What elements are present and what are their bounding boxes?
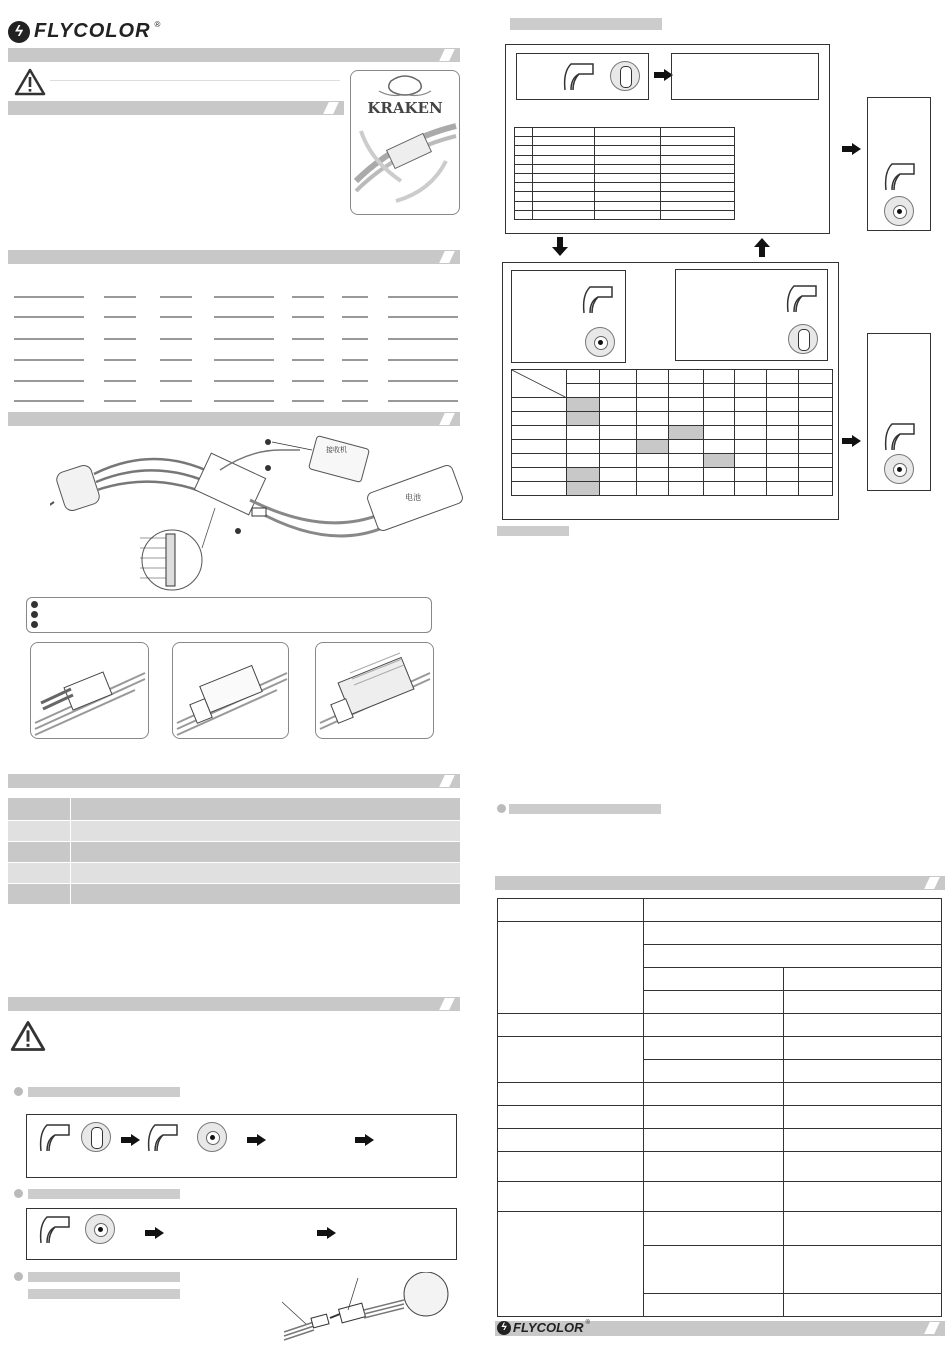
note-bar [497, 526, 569, 536]
throttle-neutral-icon [884, 196, 914, 226]
kraken-label: KRAKEN [367, 99, 443, 117]
throttle-neutral-icon [197, 1122, 227, 1152]
transmitter-icon [882, 160, 916, 194]
section-bar-setup [8, 997, 460, 1011]
subsection-bar-reset [509, 804, 661, 814]
kraken-illustration [351, 71, 459, 214]
exit-step-1 [867, 97, 931, 231]
product-image [350, 70, 460, 215]
arrow-up-icon [754, 237, 770, 257]
subsection-bar-start [28, 1189, 180, 1199]
wiring-legend [26, 597, 432, 633]
brand-registered-mark: ® [154, 20, 161, 29]
section-bar-intro [8, 101, 344, 115]
subsection-bullet [14, 1087, 23, 1096]
warning-icon [14, 68, 46, 96]
throttle-stick-icon [788, 324, 818, 354]
lightning-icon: ϟ [497, 1321, 511, 1335]
footer-logo [497, 1320, 590, 1335]
subsection-bar-programming-mode [510, 18, 662, 30]
select-option-box [502, 262, 839, 520]
throttle-stick-icon [81, 1122, 111, 1152]
mode-entered-step [671, 53, 819, 100]
throttle-neutral-icon [85, 1214, 115, 1244]
subsection-bar-programming-sub [28, 1289, 180, 1299]
section-bar-specs [495, 876, 945, 890]
battery-label: 电池 [405, 493, 421, 502]
receiver-label: 接收机 [326, 447, 347, 454]
select-value-step [675, 269, 828, 361]
brand-name: FLYCOLOR [34, 20, 151, 42]
warning-text-line [50, 80, 340, 81]
transmitter-icon [580, 283, 614, 317]
subsection-bar-programming [28, 1272, 180, 1282]
enter-mode-step [516, 53, 649, 100]
arrow-right-icon [327, 1227, 336, 1239]
calibration-steps-box [26, 1114, 457, 1178]
arrow-down-icon [552, 237, 568, 257]
lightning-icon: ϟ [8, 21, 30, 43]
brand-logo [8, 20, 160, 43]
section-bar-parameters [8, 250, 460, 264]
enter-program-mode-box [505, 44, 830, 234]
select-item-step [511, 270, 626, 363]
beep-code-table [514, 127, 735, 220]
arrow-right-icon [257, 1134, 266, 1146]
transmitter-icon [561, 60, 595, 94]
product-variant-2 [172, 642, 289, 739]
exit-step-2 [867, 333, 931, 491]
wiring-diagram [50, 430, 470, 595]
throttle-stick-icon [610, 61, 640, 91]
subsection-bullet [497, 804, 506, 813]
start-steps-box [26, 1208, 457, 1260]
warning-icon [10, 1020, 46, 1052]
option-matrix-table [511, 369, 833, 496]
footer-registered-mark: ® [585, 1320, 590, 1326]
transmitter-icon [882, 420, 916, 454]
section-bar-status [8, 774, 460, 788]
status-table [8, 798, 460, 904]
section-bar-warning [8, 48, 460, 62]
transmitter-icon [37, 1121, 71, 1155]
subsection-bullet [14, 1189, 23, 1198]
section-bar-wiring [8, 412, 460, 426]
subsection-bar-calibration [28, 1087, 180, 1097]
arrow-right-icon [852, 143, 861, 155]
product-variant-3 [315, 642, 434, 739]
throttle-neutral-icon [585, 327, 615, 357]
transmitter-icon [784, 282, 818, 316]
product-variant-1 [30, 642, 149, 739]
transmitter-icon [145, 1121, 179, 1155]
arrow-right-icon [155, 1227, 164, 1239]
specification-table [497, 898, 942, 1317]
programming-card-connection [278, 1272, 458, 1342]
arrow-right-icon [131, 1134, 140, 1146]
transmitter-icon [37, 1213, 71, 1247]
arrow-right-icon [852, 435, 861, 447]
arrow-right-icon [365, 1134, 374, 1146]
footer-brand-name: FLYCOLOR [513, 1320, 584, 1335]
subsection-bullet [14, 1272, 23, 1281]
throttle-neutral-icon [884, 454, 914, 484]
